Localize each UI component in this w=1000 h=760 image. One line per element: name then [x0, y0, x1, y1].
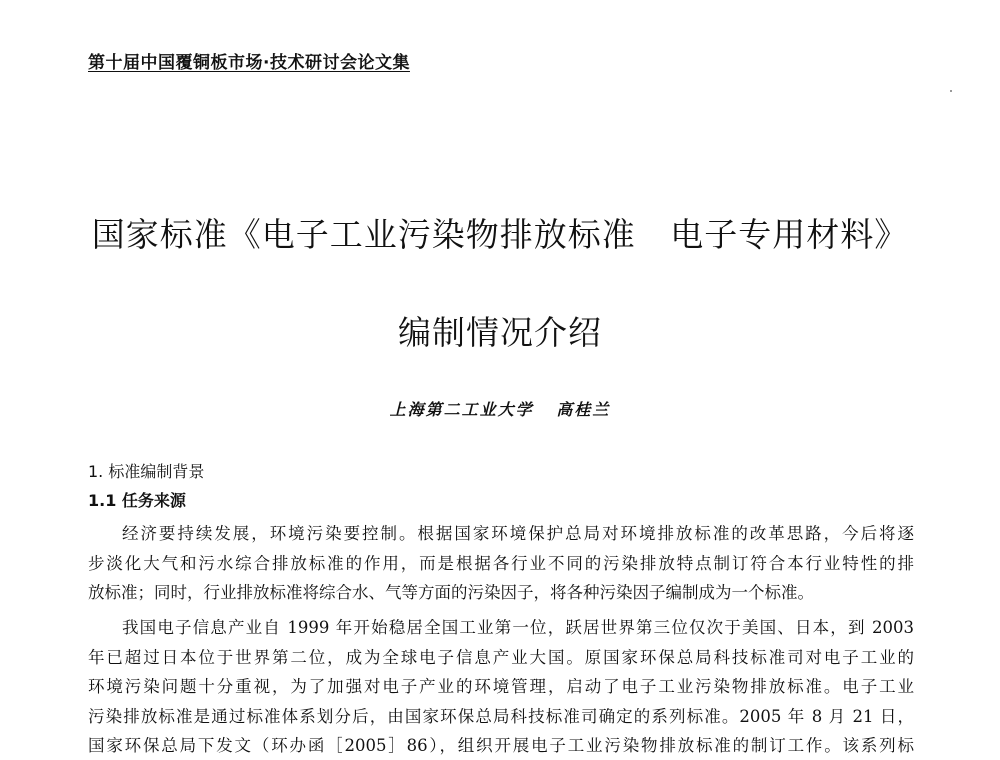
subsection-heading-1-1: 1.1 任务来源 [88, 491, 186, 510]
paragraph-line: 我国电子信息产业自 1999 年开始稳居全国工业第一位，跃居世界第三位仅次于美国、日本，到 2003 [122, 618, 914, 637]
paper-title-line-2: 编制情况介绍 [398, 313, 602, 352]
paragraph-line: 经济要持续发展，环境污染要控制。根据国家环境保护总局对环境排放标准的改革思路，今后将逐 [122, 524, 914, 543]
body-paragraph-2 [88, 613, 914, 760]
scan-speck [950, 90, 952, 92]
body-paragraph-1 [88, 519, 914, 608]
author-affiliation: 上海第二工业大学 高桂兰 [389, 400, 611, 419]
running-head: 第十届中国覆铜板市场·技术研讨会论文集 [88, 53, 410, 73]
paragraph-line: 环境污染问题十分重视，为了加强对电子产业的环境管理，启动了电子工业污染物排放标准。电子工业 [88, 677, 914, 696]
section-heading-1: 1. 标准编制背景 [88, 462, 205, 481]
paragraph-line: 国家环保总局下发文（环办函［2005］86），组织开展电子工业污染物排放标准的制订工作。该系列标 [88, 736, 914, 755]
paragraph-line: 污染排放标准是通过标准体系划分后，由国家环保总局科技标准司确定的系列标准。2005 年 8 月 21 日， [88, 706, 914, 726]
paragraph-line: 放标准；同时，行业排放标准将综合水、气等方面的污染因子，将各种污染因子编制成为一个标准。 [88, 583, 814, 602]
paragraph-line: 步淡化大气和污水综合排放标准的作用，而是根据各行业不同的污染排放特点制订符合本行业特性的排 [88, 553, 914, 573]
paper-title-line-1: 国家标准《电子工业污染物排放标准 电子专用材料》 [91, 215, 909, 254]
paragraph-line: 年已超过日本位于世界第二位，成为全球电子信息产业大国。原国家环保总局科技标准司对电子工业的 [88, 647, 914, 667]
